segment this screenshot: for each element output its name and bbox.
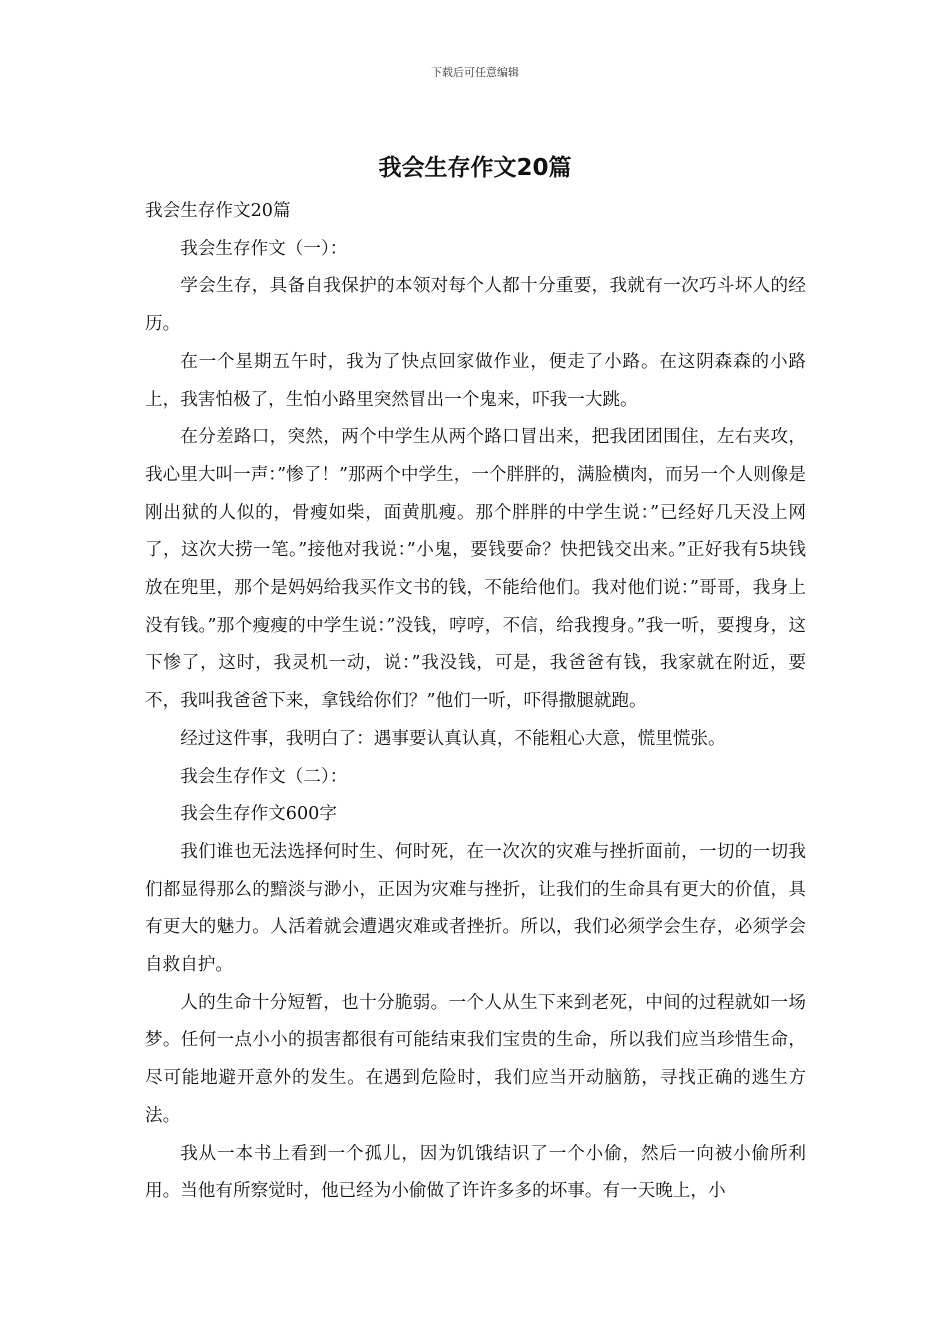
- body-paragraph: 人的生命十分短暂，也十分脆弱。一个人从生下来到老死，中间的过程就如一场梦。任何一点小小的损害都很有可能结束我们宝贵的生命，所以我们应当珍惜生命，尽可能地避开意外的发生。在遇到危险时，我们应当开动脑筋，寻找正确的逃生方法。: [145, 992, 806, 1126]
- subtitle-paragraph: 我会生存作文20篇: [145, 201, 291, 221]
- body-paragraph: 我们谁也无法选择何时生、何时死，在一次次的灾难与挫折面前，一切的一切我们都显得那么的黯淡与渺小，正因为灾难与挫折，让我们的生命具有更大的价值，具有更大的魅力。人活着就会遭遇灾难或者挫折。所以，我们必须学会生存，必须学会自救自护。: [145, 841, 806, 976]
- body-paragraph: 我从一本书上看到一个孤儿，因为饥饿结识了一个小偷，然后一向被小偷所利用。当他有所察觉时，他已经为小偷做了许许多多的坏事。有一天晚上，小: [145, 1143, 806, 1202]
- body-paragraph: 学会生存，具备自我保护的本领对每个人都十分重要，我就有一次巧斗坏人的经历。: [145, 276, 806, 335]
- document-title: 我会生存作文20篇: [378, 155, 572, 181]
- document-body: [145, 193, 806, 1211]
- body-paragraph: 在一个星期五午时，我为了快点回家做作业，便走了小路。在这阴森森的小路上，我害怕极了，生怕小路里突然冒出一个鬼来，吓我一大跳。: [145, 351, 806, 410]
- section-subheading: 我会生存作文600字: [180, 804, 337, 825]
- page-header-note: 下载后可任意编辑: [431, 66, 519, 79]
- section-heading-2: 我会生存作文（二）：: [180, 766, 348, 787]
- section-heading-1: 我会生存作文（一）：: [180, 238, 348, 259]
- body-paragraph: 在分差路口，突然，两个中学生从两个路口冒出来，把我团团围住，左右夹攻，我心里大叫一声：”惨了！”那两个中学生，一个胖胖的，满脸横肉，而另一个人则像是刚出狱的人似的，骨瘦如柴，面黄肌瘦。那个胖胖的中学生说：”已经好几天没上网了，这次大捞一笔。”接他对我说：”小鬼，要钱要命？快把钱交出来。”正好我有5块钱放在兜里，那个是妈妈给我买作文书的钱，不能给他们。我对他们说：”哥哥，我身上没有钱。”那个瘦瘦的中学生说：”没钱，哼哼，不信，给我搜身。”我一听，要搜身，这下惨了，这时，我灵机一动，说：”我没钱，可是，我爸爸有钱，我家就在附近，要不，我叫我爸爸下来，拿钱给你们？”他们一听，吓得撒腿就跑。: [145, 427, 806, 712]
- body-paragraph: 经过这件事，我明白了：遇事要认真认真，不能粗心大意，慌里慌张。: [180, 728, 726, 749]
